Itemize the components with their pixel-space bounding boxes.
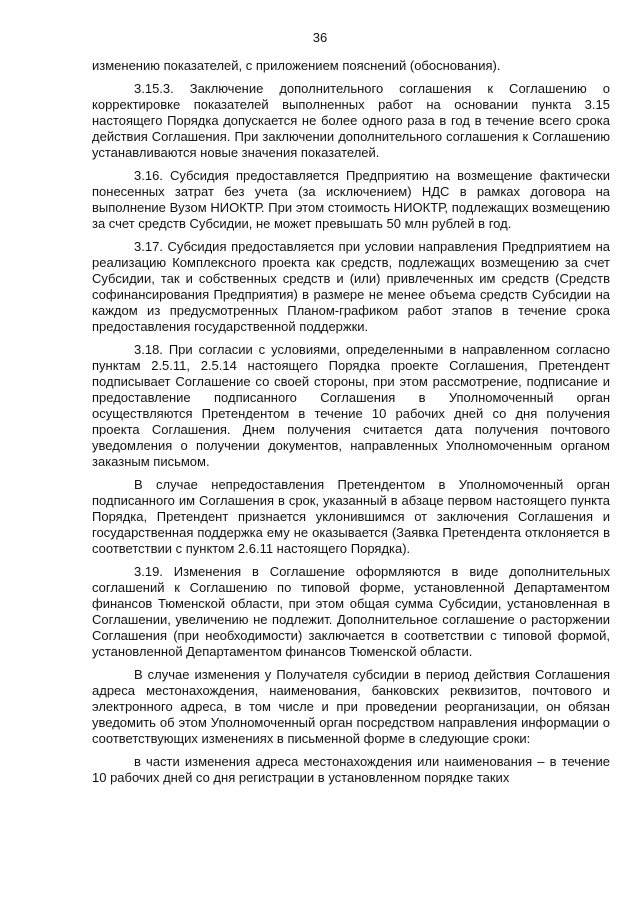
page-number: 36 — [312, 30, 328, 45]
paragraph-3-18: 3.18. При согласии с условиями, определенными в направленном согласно пунктам 2.5.11, 2.5.14 настоящего Порядка проекте Соглашения, Претендент подписывает Соглашение со своей стороны, при этом рассмотрение, подписание и предоставление подписанного Соглашения в Уполномоченный орган осуществляются Претендентом в течение 10 рабочих дней со дня получения проекта Соглашения. Днем получения считается дата получения почтового уведомления о получении документов, направленных Уполномоченным органом заказным письмом. — [92, 342, 610, 469]
paragraph-3-19-deadline: в части изменения адреса местонахождения или наименования – в течение 10 рабочих дней со дня регистрации в установленном порядке таких — [92, 754, 610, 785]
paragraph-3-19-second: В случае изменения у Получателя субсидии в период действия Соглашения адреса местонахождения, наименования, банковских реквизитов, почтового и электронного адреса, в том числе и при проведении реорганизации, он обязан уведомить об этом Уполномоченный орган посредством направления информации о соответствующих изменениях в письменной форме в следующие сроки: — [92, 667, 610, 746]
paragraph-continuation: изменению показателей, с приложением пояснений (обоснования). — [92, 58, 501, 73]
document-body — [92, 58, 610, 786]
paragraph-3-16: 3.16. Субсидия предоставляется Предприятию на возмещение фактически понесенных затрат без учета (за исключением) НДС в рамках договора на выполнение Вузом НИОКТР. При этом стоимость НИОКТР, подлежащих возмещению за счет средств Субсидии, не может превышать 50 млн рублей в год. — [92, 168, 610, 231]
paragraph-3-19: 3.19. Изменения в Соглашение оформляются в виде дополнительных соглашений к Соглашению по типовой форме, установленной Департаментом финансов Тюменской области, при этом общая сумма Субсидии, установленная в Соглашении, увеличению не подлежит. Дополнительное соглашение о расторжении Соглашения (при необходимости) заключается в соответствии с типовой формой, установленной Департаментом финансов Тюменской области. — [92, 564, 610, 659]
paragraph-3-17: 3.17. Субсидия предоставляется при условии направления Предприятием на реализацию Комплексного проекта как средств, подлежащих возмещению за счет Субсидии, так и собственных средств и (или) привлеченных им средств (Средств софинансирования Предприятия) в размере не менее объема средств Субсидии на каждом из предусмотренных Планом-графиком работ этапов в течение срока предоставления государственной поддержки. — [92, 239, 610, 334]
paragraph-3-18-second: В случае непредоставления Претендентом в Уполномоченный орган подписанного им Соглашения в срок, указанный в абзаце первом настоящего пункта Порядка, Претендент признается уклонившимся от заключения Соглашения и государственная поддержка ему не оказывается (Заявка Претендента отклоняется в соответствии с пунктом 2.6.11 настоящего Порядка). — [92, 477, 610, 556]
paragraph-3-15-3: 3.15.3. Заключение дополнительного соглашения к Соглашению о корректировке показателей выполненных работ на основании пункта 3.15 настоящего Порядка допускается не более одного раза в год в течение всего срока действия Соглашения. При заключении дополнительного соглашения к Соглашению устанавливаются новые значения показателей. — [92, 81, 610, 160]
